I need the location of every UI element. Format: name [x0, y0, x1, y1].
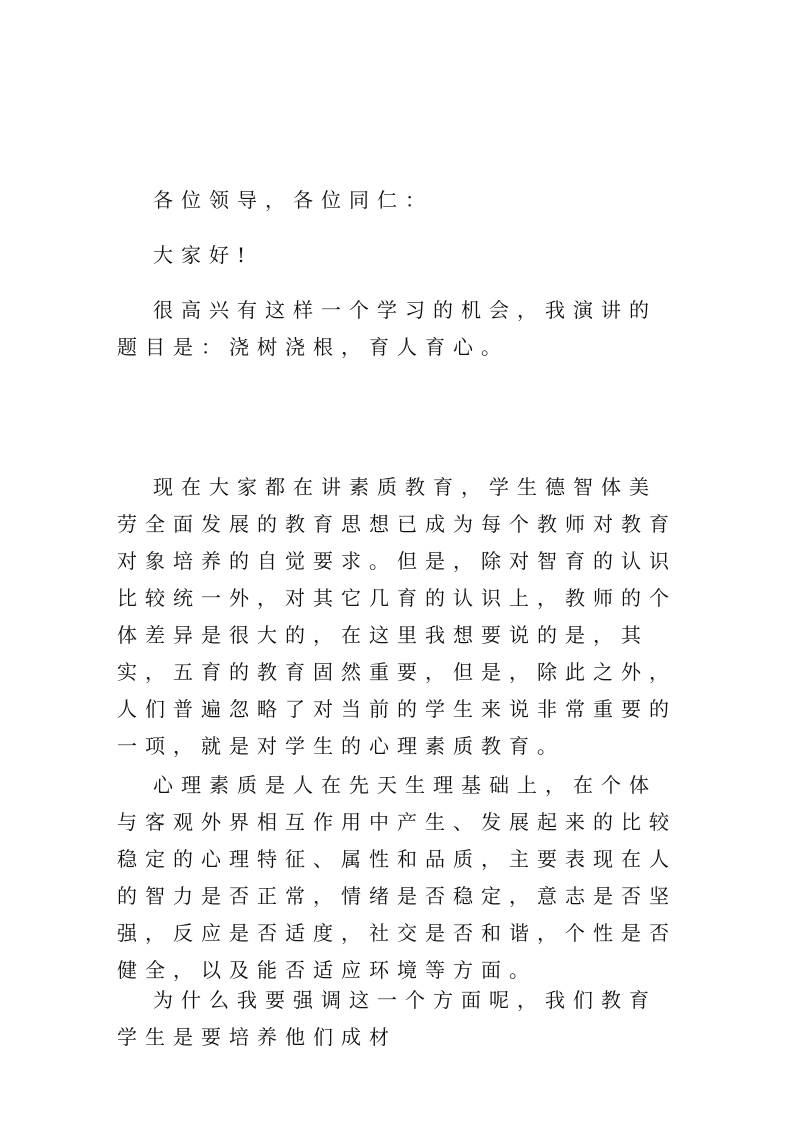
paragraph-quality-education: 现在大家都在讲素质教育，学生德智体美劳全面发展的教育思想已成为每个教师对教育对象培养的自觉要求。但是，除对智育的认识比较统一外，对其它几育的认识上，教师的个体差异是很大的，在这里我想要说的是，其实，五育的教育固然重要，但是，除此之外，人们普遍忽略了对当前的学生来说非常重要的一项，就是对学生的心理素质教育。: [117, 475, 677, 758]
paragraph-topic: 很高兴有这样一个学习的机会，我演讲的题目是：浇树浇根，育人育心。: [117, 298, 657, 359]
paragraph-why: 为什么我要强调这一个方面呢，我们教育学生是要培养他们成材: [117, 988, 657, 1049]
paragraph-psychological-quality: 心理素质是人在先天生理基础上，在个体与客观外界相互作用中产生、发展起来的比较稳定的心理特征、属性和品质，主要表现在人的智力是否正常，情绪是否稳定，意志是否坚强，反应是否适度，社交是否和谐，个性是否健全，以及能否适应环境等方面。: [117, 773, 677, 982]
greeting: 大家好!: [153, 243, 254, 267]
salutation: 各位领导，各位同仁：: [153, 188, 433, 212]
